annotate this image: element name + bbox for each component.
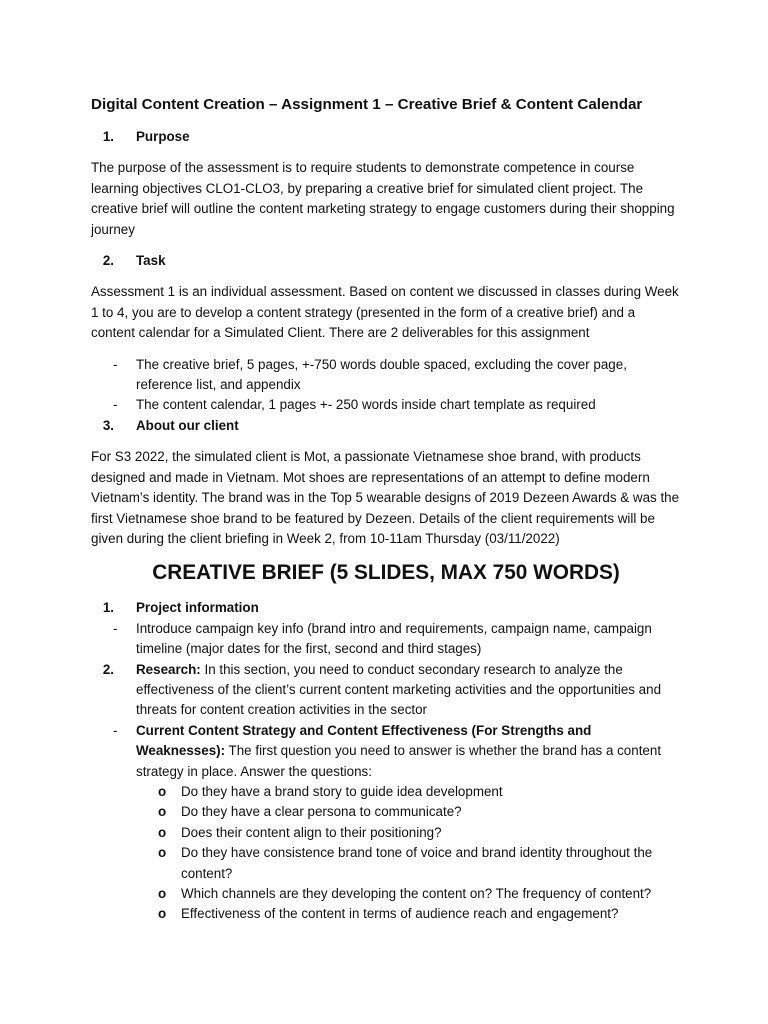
dash-marker: - [113, 356, 118, 372]
question-text: Do they have a clear persona to communicate? [181, 804, 462, 820]
task-heading [91, 251, 681, 271]
question-text: Do they have consistence brand tone of voice and brand identity throughout the content? [181, 845, 653, 881]
project-info-number: 1. [102, 600, 114, 616]
question-item [91, 802, 681, 822]
project-info-text: Introduce campaign key info (brand intro and requirements, campaign name, campaign timeline (major dates for the first, second and third stages) [136, 620, 652, 657]
strategy-text: The first question you need to answer is whether the brand has a content strategy in place. Answer the questions: [136, 743, 662, 779]
client-heading-label: About our client [136, 417, 239, 433]
project-info-heading [91, 598, 681, 618]
dash-marker: - [113, 722, 118, 738]
circle-marker: o [158, 824, 167, 840]
strategy-label: Current Content Strategy and Content Effectiveness (For Strengths and Weaknesses): [136, 722, 592, 759]
client-paragraph: For S3 2022, the simulated client is Mot, a passionate Vietnamese shoe brand, with products designed and made in Vietnam. Mot shoes are representations of an attempt to define modern Vietnam’s identity. The brand was in the Top 5 wearable designs of 2019 Dezeen Awards & was the first Vietnamese shoe brand to be featured by Dezeen. Details of the client requirements will be given during the client briefing in Week 2, from 10-11am Thursday (03/11/2022) [91, 449, 680, 546]
dash-marker: - [113, 397, 118, 413]
purpose-heading [91, 127, 681, 147]
question-text: Do they have a brand story to guide idea development [181, 783, 503, 799]
question-text: Effectiveness of the content in terms of audience reach and engagement? [181, 906, 619, 922]
deliverable-text: The creative brief, 5 pages, +-750 words double spaced, excluding the cover page, reference list, and appendix [136, 356, 627, 393]
circle-marker: o [158, 804, 167, 820]
deliverable-text: The content calendar, 1 pages +- 250 words inside chart template as required [136, 397, 596, 413]
project-info-label: Project information [136, 600, 259, 616]
circle-marker: o [158, 783, 167, 799]
task-heading-label: Task [136, 253, 166, 269]
circle-marker: o [158, 845, 167, 861]
question-item [91, 843, 681, 884]
purpose-number: 1. [102, 129, 114, 144]
circle-marker: o [158, 906, 167, 922]
research-text: In this section, you need to conduct secondary research to analyze the effectiveness of the client’s current content marketing activities and the opportunities and threats for content creation activities in the sector [136, 661, 662, 718]
client-heading [91, 416, 681, 436]
question-item [91, 904, 681, 924]
client-number: 3. [102, 417, 114, 433]
purpose-paragraph: The purpose of the assessment is to require students to demonstrate competence in course learning objectives CLO1-CLO3, by preparing a creative brief for simulated client project. The creative brief will outline the content marketing strategy to engage customers during their shopping journey [91, 160, 675, 237]
creative-brief-title: CREATIVE BRIEF (5 SLIDES, MAX 750 WORDS) [152, 561, 620, 585]
question-text: Does their content align to their positioning? [181, 824, 442, 840]
research-number: 2. [102, 661, 114, 677]
circle-marker: o [158, 886, 167, 901]
question-item [91, 823, 681, 843]
strategy-item [91, 721, 681, 782]
question-item [91, 782, 681, 802]
research-label: Research: [136, 661, 201, 677]
deliverable-item-content-calendar [91, 395, 681, 415]
dash-marker: - [113, 620, 118, 636]
purpose-heading-label: Purpose [136, 129, 190, 144]
document-content [91, 95, 681, 925]
project-info-item [91, 619, 681, 660]
document-title: Digital Content Creation – Assignment 1 – Creative Brief & Content Calendar [91, 96, 643, 113]
question-text: Which channels are they developing the content on? The frequency of content? [181, 886, 652, 901]
research-item [91, 660, 681, 721]
task-paragraph: Assessment 1 is an individual assessment. Based on content we discussed in classes during Week 1 to 4, you are to develop a content strategy (presented in the form of a creative brief) and a content calendar for a Simulated Client. There are 2 deliverables for this assignment [91, 284, 679, 341]
question-item [91, 884, 681, 904]
deliverable-item-creative-brief [91, 355, 681, 396]
task-number: 2. [102, 253, 114, 269]
